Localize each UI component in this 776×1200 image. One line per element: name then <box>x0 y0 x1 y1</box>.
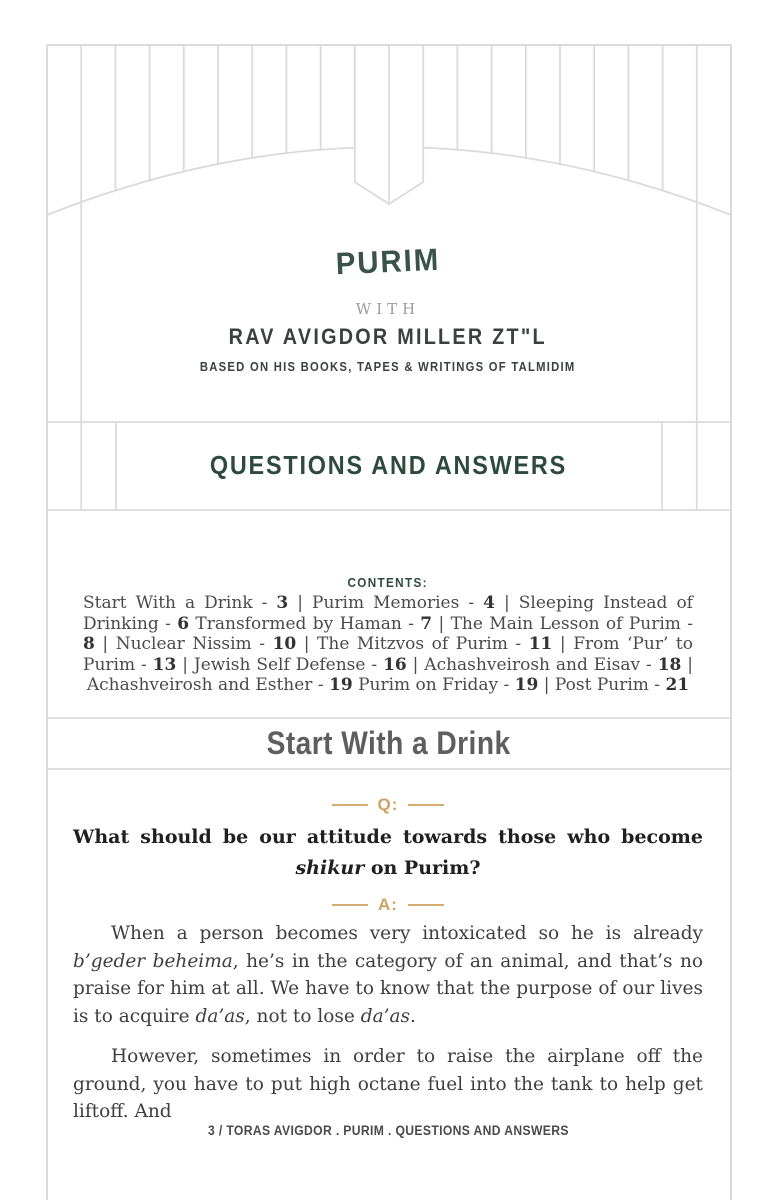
question-marker <box>0 795 776 815</box>
publication-title-text: PURIM <box>335 241 441 282</box>
gold-dash-right <box>408 804 444 806</box>
section-heading-band <box>47 718 731 769</box>
publication-title <box>0 241 776 282</box>
gold-dash-right <box>408 904 444 906</box>
answer-marker <box>0 895 776 915</box>
with-label: WITH <box>355 300 421 318</box>
gold-dash-left <box>332 804 368 806</box>
answer-marker-label: A: <box>378 895 398 914</box>
author-name-text: RAV AVIGDOR MILLER ZT"L <box>228 324 548 349</box>
question-text: What should be our attitude towards those who become shikur on Purim? <box>73 826 703 879</box>
contents-text: Start With a Drink - 3 | Purim Memories - 4 | Sleeping Instead of Drinking - 6 Transformed by Haman - 7 | The Main Lesson of Purim - 8 | Nuclear Nissim - 10 | The Mitzvos of Purim - 11 | From ‘Pur’ to Purim - 13 | Jewish Self Defense - 16 | Achashveirosh and Eisav - 18 | Achashveirosh and Esther - 19 Purim on Friday - 19 | Post Purim - 21 <box>83 593 694 695</box>
answer-paragraph: When a person becomes very intoxicated so he is already b’geder beheima, he’s in the category of an animal, and that’s no praise for him at all. We have to know that the purpose of our lives is to acquire da’as, not to lose da’as. <box>73 923 703 1027</box>
masthead-tagline-text: BASED ON HIS BOOKS, TAPES & WRITINGS OF TALMIDIM <box>200 360 576 374</box>
page-footer <box>0 1123 776 1138</box>
answer-block <box>73 920 703 1139</box>
answer-paragraph: However, sometimes in order to raise the airplane off the ground, you have to put high octane fuel into the tank to help get liftoff. And <box>73 1046 703 1122</box>
page-footer-text: 3 / TORAS AVIGDOR . PURIM . QUESTIONS AND ANSWERS <box>207 1123 569 1138</box>
gold-dash-left <box>332 904 368 906</box>
section-heading: Start With a Drink <box>267 725 511 761</box>
banner-title-text: QUESTIONS AND ANSWERS <box>209 450 567 480</box>
contents-label-text: CONTENTS: <box>347 575 429 590</box>
author-name <box>0 324 776 350</box>
contents-label <box>0 575 776 590</box>
masthead-tagline <box>0 360 776 374</box>
banner-title <box>0 450 776 481</box>
question-marker-label: Q: <box>377 795 399 814</box>
